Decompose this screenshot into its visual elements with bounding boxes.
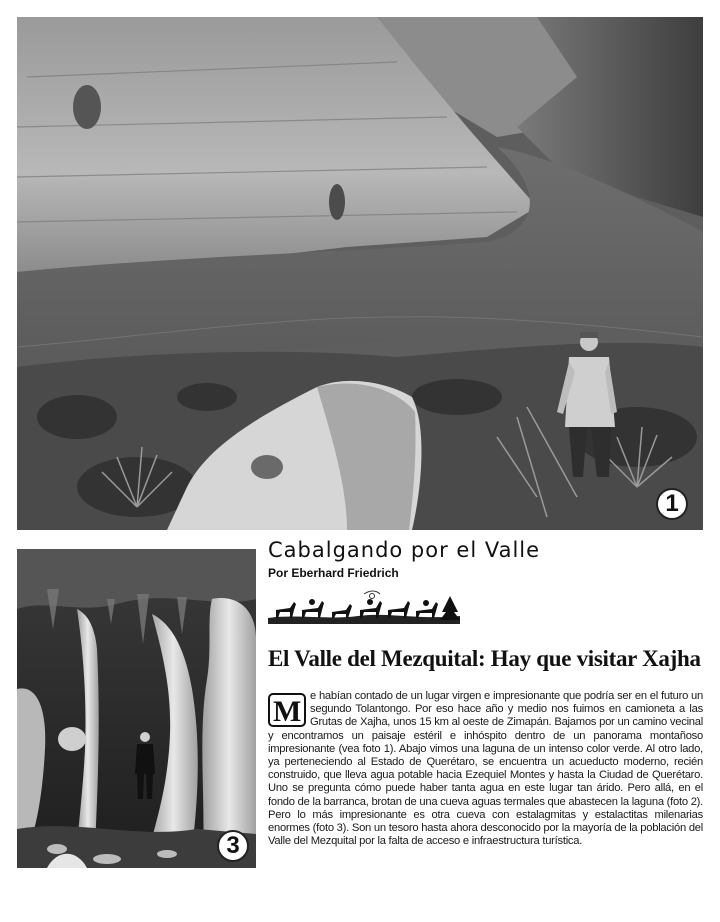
drop-cap-m (268, 691, 306, 729)
article-text: e habían contado de un lugar virgen e impresionante que podría ser en el futuro un segundo Tolantongo. Por eso hace año y medio nos fuimos en camioneta a las Grutas de Xajha, unos 15 km al oeste de Zimapán. Bajamos por un camino vecinal y encontramos un paisaje estéril e inhóspito dentro de un panorama montañoso impresionante (vea foto 1). Abajo vimos una laguna de un intenso color verde. Al otro lado, ya perteneciendo al Estado de Querétaro, se encuentra un acueducto moderno, recién construido, que lleva agua potable hacia Ezequiel Montes y hasta la Ciudad de Querétaro. Uno se pregunta cómo puede haber tanta agua en este lugar tan árido. Pero allá, en el fondo de la barranca, brotan de una cueva aguas termales que abastecen la laguna (foto 2). Pero lo más impresionante es otra cueva con estalagmitas y estalactitas milenarias enormes (foto 3). Son un tesoro hasta ahora desconocido por la mayoría de la población del Valle del Mezquital por la falta de acceso e infraestructura turística. (268, 690, 703, 848)
cave-illustration (17, 549, 256, 868)
cave-photo (17, 549, 256, 868)
horse-caravan-icon (268, 590, 460, 624)
photo-number-badge: 1 (656, 488, 688, 520)
article-body (268, 690, 703, 848)
canyon-river-photo (17, 17, 703, 530)
svg-text:M: M (272, 695, 302, 728)
photo-number-badge: 3 (217, 830, 249, 862)
author-byline: Por Eberhard Friedrich (268, 566, 399, 580)
section-title: Cabalgando por el Valle (268, 538, 541, 562)
canyon-river-illustration (17, 17, 703, 530)
article-headline: El Valle del Mezquital: Hay que visitar Xajha (268, 646, 701, 671)
